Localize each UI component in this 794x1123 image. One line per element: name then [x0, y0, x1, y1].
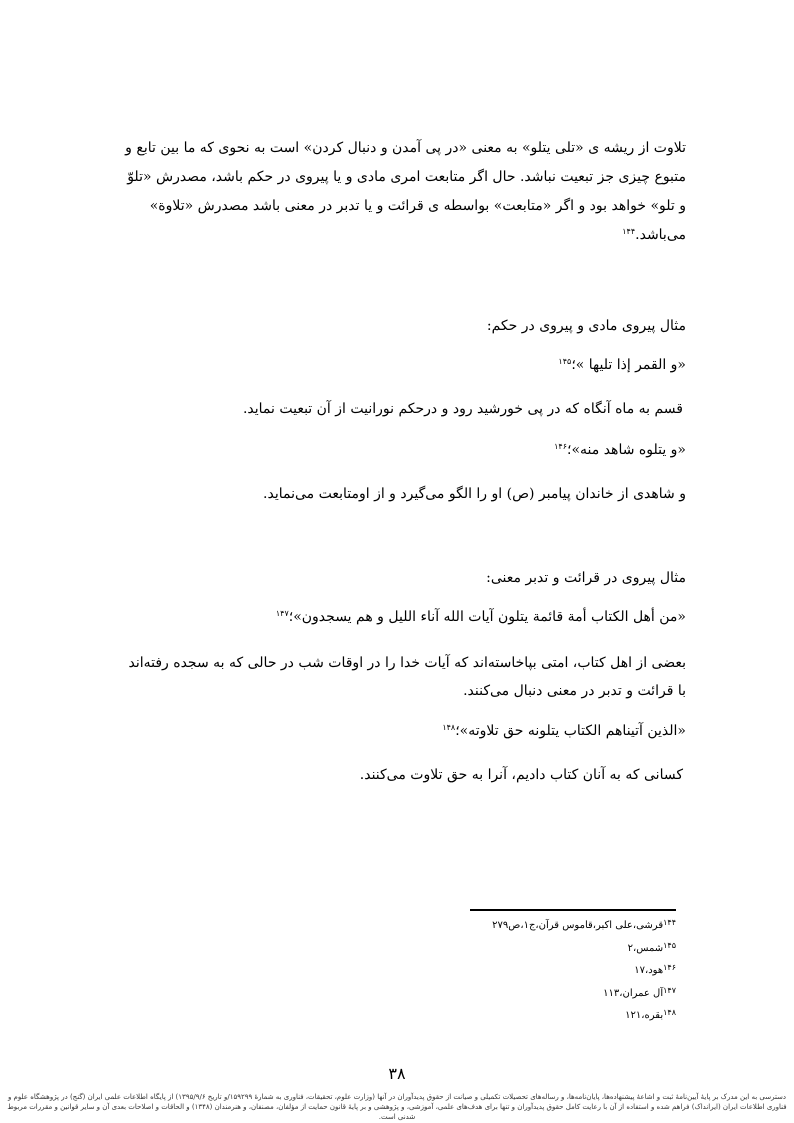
intro-line-1: تلاوت از ریشه ی «تلی یتلو» به معنی «در پی آمدن و دنبال کردن» است به نحوی که ما بین تابع و — [125, 140, 686, 156]
section2-verse-1-text: «من أهل الکتاب أمة قائمة یتلون آیات الله آناء اللیل و هم یسجدون»؛ — [288, 609, 686, 625]
section1-verse-1 — [558, 352, 686, 378]
footnote-text: قرشی،علی اکبر،قاموس قرآن،ج۱،ص۲۷۹ — [492, 920, 664, 931]
footnote-number: ۱۴۵ — [663, 941, 676, 950]
intro-line-2: متبوع چیزی جز تبعیت نباشد. حال اگر متابعت امری مادی و یا پیروی در حکم باشد، مصدرش «تلوّ — [127, 169, 686, 185]
section2-verse-1 — [276, 604, 686, 630]
footnote-number: ۱۴۴ — [663, 918, 676, 927]
footnote-148 — [625, 1010, 676, 1022]
footnote-number: ۱۴۶ — [663, 963, 676, 972]
section1-verse-2-text: «و یتلوه شاهد منه»؛ — [567, 442, 686, 458]
page-number: ۳۸ — [388, 1064, 406, 1083]
section1-heading: مثال پیروی مادی و پیروی در حکم: — [486, 318, 686, 334]
footnote-ref-146: ۱۴۶ — [554, 442, 568, 451]
footnote-divider — [470, 909, 676, 911]
footnote-ref-144: ۱۴۴ — [622, 227, 636, 236]
footnote-146 — [634, 965, 676, 977]
section2-verse-2 — [442, 718, 686, 744]
section1-verse-2 — [554, 437, 686, 463]
intro-line-3: و تلو» خواهد بود و اگر «متابعت» بواسطه ی قرائت و یا تدبر در معنی باشد مصدرش «تلاوة» — [149, 198, 686, 214]
copyright-disclaimer: دسترسی به این مدرک بر پایهٔ آیین‌نامهٔ ثبت و اشاعهٔ پیشنهاده‌ها، پایان‌نامه‌ها، و رساله‌های تحصیلات تکمیلی و صیانت از حقوق پدیدآوران در آنها (وزارت علوم، تحقیقات، فناوری به شمارهٔ ۱۵۹۲۹۹/و تاریخ ۱۳۹۵/۹/۶) از پایگاه اطلاعات علمی ایران (گنج) در پژوهشگاه علوم و فناوری اطلاعات ایران (ایرانداک) فراهم شده و استفاده از آن با رعایت کامل حقوق پدیدآوران و تنها برای هدف‌های علمی، آموزشی، و پژوهشی و بر پایهٔ قانون حمایت از مؤلفان، مصنفان، و هنرمندان (۱۳۴۸) و الحاقات و اصلاحات بعدی آن و سایر قوانین و مقررات مربوط شدنی است. — [7, 1093, 787, 1121]
footnote-text: شمس،۲ — [627, 943, 664, 954]
intro-line-4 — [622, 222, 686, 248]
footnote-ref-148: ۱۴۸ — [442, 723, 456, 732]
footnote-text: بقره،۱۲۱ — [625, 1010, 664, 1021]
section2-translation-1a: بعضی از اهل کتاب، امتی بپاخاسته‌اند که آیات خدا را در اوقات شب در حالی که به سجده رفته‌اند — [128, 655, 686, 671]
section2-translation-1b: با قرائت و تدبر در معنی دنبال می‌کنند. — [463, 683, 686, 699]
footnote-text: هود،۱۷ — [634, 965, 664, 976]
section1-verse-1-text: «و القمر إذا تلیها »؛ — [571, 357, 686, 373]
footnote-144 — [492, 920, 676, 932]
section2-translation-2: کسانی که به آنان کتاب دادیم، آنرا به حق تلاوت می‌کنند. — [359, 767, 683, 783]
section1-translation-2: و شاهدی از خاندان پیامبر (ص) او را الگو می‌گیرد و از اومتابعت می‌نماید. — [263, 486, 686, 502]
footnote-147 — [603, 988, 676, 1000]
section2-heading: مثال پیروی در قرائت و تدبر معنی: — [486, 570, 686, 586]
footnote-ref-147: ۱۴۷ — [275, 609, 289, 618]
footnote-145 — [628, 943, 676, 955]
section2-verse-2-text: «الذین آتیناهم الکتاب یتلونه حق تلاوته»؛ — [455, 723, 686, 739]
section1-translation-1: قسم به ماه آنگاه که در پی خورشید رود و درحکم نورانیت از آن تبعیت نماید. — [242, 401, 683, 417]
footnote-number: ۱۴۷ — [663, 986, 676, 995]
intro-line-4-text: می‌باشد. — [635, 227, 686, 243]
footnote-text: آل عمران،۱۱۳ — [603, 988, 664, 999]
footnote-number: ۱۴۸ — [663, 1008, 676, 1017]
footnote-ref-145: ۱۴۵ — [558, 357, 572, 366]
